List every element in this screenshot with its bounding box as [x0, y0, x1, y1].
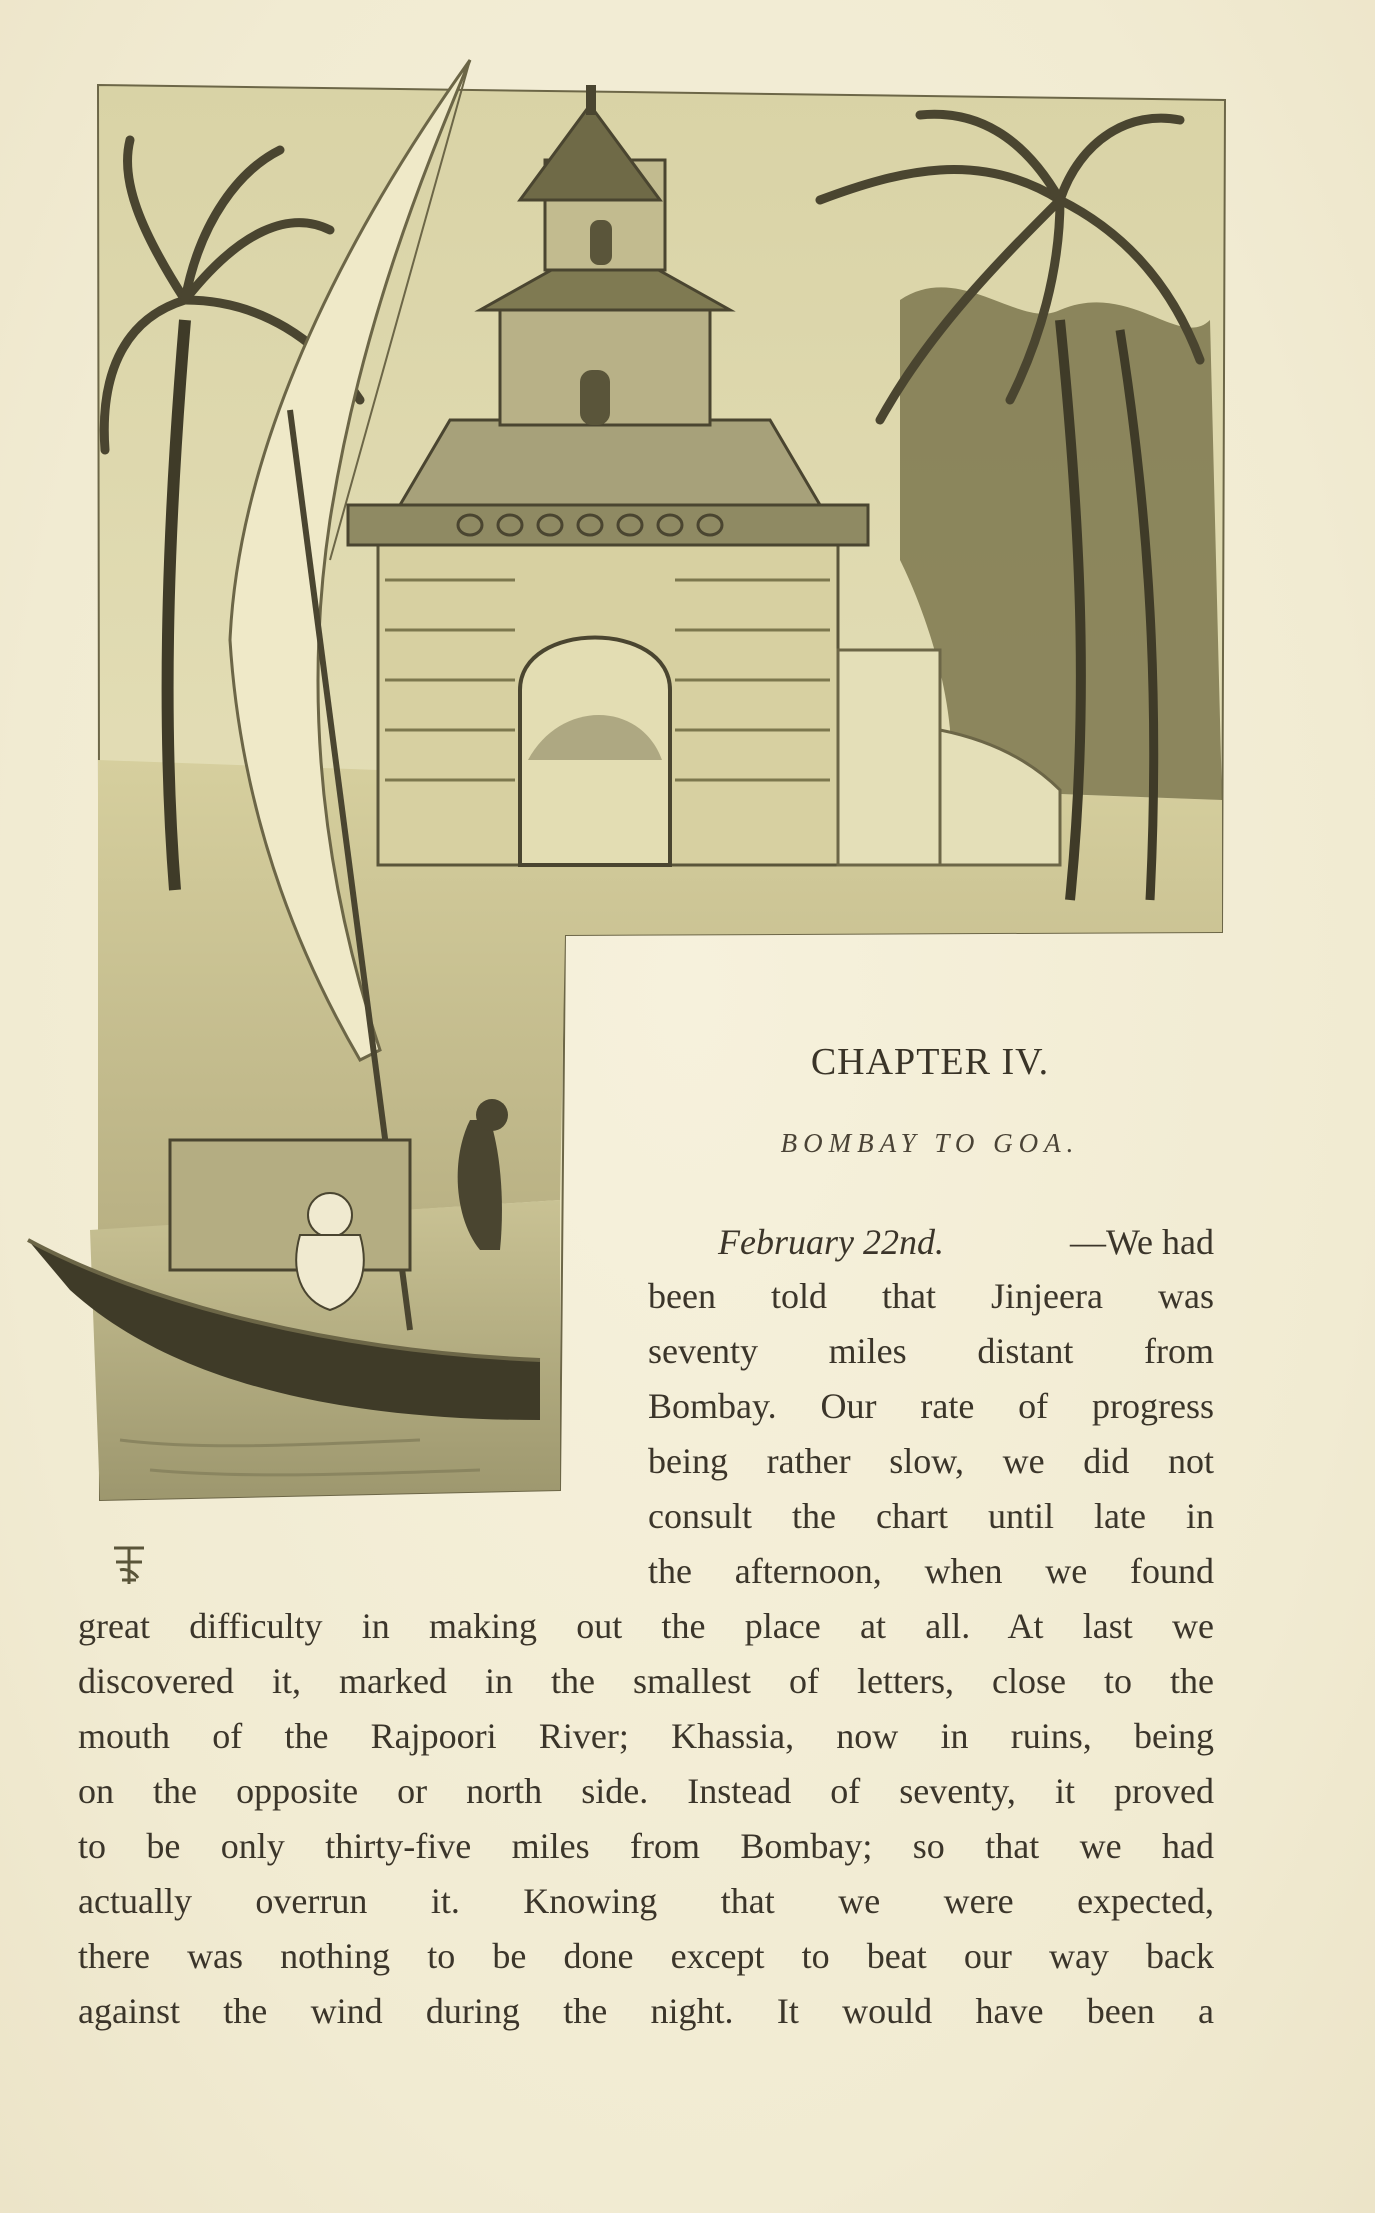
line-text: consult the chart until late in	[648, 1496, 1214, 1536]
text-line	[718, 1222, 1214, 1262]
text-line	[78, 1606, 1214, 1646]
text-line	[648, 1551, 1214, 1591]
text-line	[78, 1991, 1214, 2031]
text-line	[648, 1331, 1214, 1371]
boatman-head	[308, 1193, 352, 1237]
text-line	[78, 1771, 1214, 1811]
text-line	[648, 1496, 1214, 1536]
chapter-title: CHAPTER IV.	[810, 1041, 1050, 1083]
line-text: against the wind during the night. It would have been a	[78, 1991, 1214, 2031]
text-line	[78, 1826, 1214, 1866]
text-line	[648, 1276, 1214, 1316]
artist-monogram	[108, 1540, 150, 1588]
line-text: being rather slow, we did not	[648, 1441, 1214, 1481]
line-text: great difficulty in making out the place at all. At last we	[78, 1606, 1214, 1646]
text-line	[648, 1386, 1214, 1426]
line-text: mouth of the Rajpoori River; Khassia, now in ruins, being	[78, 1716, 1214, 1756]
text-line	[78, 1881, 1214, 1921]
line-text: to be only thirty-five miles from Bombay; so that we had	[78, 1826, 1214, 1866]
line-text: there was nothing to be done except to beat our way back	[78, 1936, 1214, 1976]
line-text: discovered it, marked in the smallest of letters, close to the	[78, 1661, 1214, 1701]
line-text: seventy miles distant from	[648, 1331, 1214, 1371]
line-text: the afternoon, when we found	[648, 1551, 1214, 1591]
line-text: on the opposite or north side. Instead of seventy, it proved	[78, 1771, 1214, 1811]
line-text: been told that Jinjeera was	[648, 1276, 1214, 1316]
text-line	[78, 1716, 1214, 1756]
text-line	[78, 1661, 1214, 1701]
text-line	[78, 1936, 1214, 1976]
line-text: Bombay. Our rate of progress	[648, 1386, 1214, 1426]
line-text: actually overrun it. Knowing that we were expected,	[78, 1881, 1214, 1921]
line-text: —We had	[1069, 1222, 1214, 1262]
boat-cabin	[170, 1140, 410, 1270]
text-line	[648, 1441, 1214, 1481]
chapter-subtitle: BOMBAY TO GOA.	[780, 1128, 1080, 1158]
dateline: February 22nd.	[718, 1222, 944, 1262]
